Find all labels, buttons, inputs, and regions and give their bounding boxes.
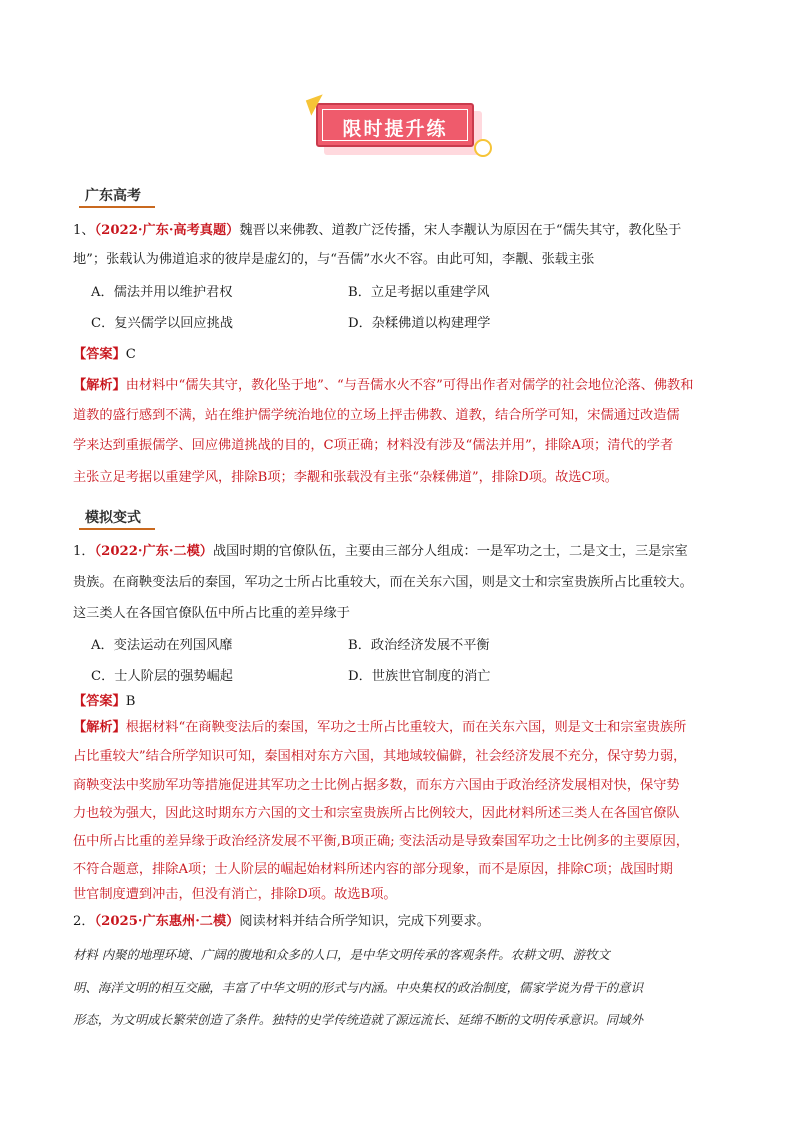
analysis-line-4: 主张立足考据以重建学风，排除B项；李觏和张载没有主张“杂糅佛道”，排除D项。故选C项。 [73, 470, 618, 485]
analysis-line-2: 道教的盛行感到不满，站在维护儒学统治地位的立场上抨击佛教、道教，结合所学可知，宋儒通过改造儒 [73, 408, 680, 423]
analysis-line-7: 世官制度遭到冲击，但没有消亡，排除D项。故选B项。 [73, 887, 397, 902]
question-3-line-1 [73, 910, 490, 934]
heading-underline [79, 206, 155, 208]
material-line-2: 明、海洋文明的相互交融，丰富了中华文明的形式与内涵。中央集权的政治制度，儒家学说为骨干的意识 [73, 980, 643, 995]
analysis-line-2: 占比重较大”结合所学知识可知，秦国相对东方六国，其地域较偏僻，社会经济发展不充分，保守势力弱， [73, 749, 687, 764]
analysis-text: 根据材料“在商鞅变法后的秦国，军功之士所占比重较大，而在关东六国，则是文士和宗室贵族所 [125, 720, 687, 735]
answer-tag: 【答案】 [73, 347, 126, 362]
section-heading-guangdong-exam [83, 185, 145, 205]
ring-decoration-icon [474, 139, 492, 157]
option-d: D．杂糅佛道以构建理学 [348, 316, 491, 331]
question-2-line-1 [73, 540, 688, 564]
section-banner [316, 103, 486, 157]
section-heading-mock-variants [83, 507, 145, 527]
question-number: 1、 [73, 223, 95, 238]
question-text: 魏晋以来佛教、道教广泛传播，宋人李觏认为原因在于“儒失其守，教化坠于 [239, 223, 682, 238]
section-heading-text: 模拟变式 [85, 510, 141, 526]
question-2-line-3: 这三类人在各国官僚队伍中所占比重的差异缘于 [73, 606, 350, 621]
analysis-line-4: 力也较为强大，因此这时期东方六国的文士和宗室贵族所占比例较大，因此材料所述三类人在各国官僚队 [73, 806, 680, 821]
question-source: （2022·广东·二模） [94, 544, 213, 559]
answer-line [73, 690, 135, 714]
option-a: A．儒法并用以维护君权 [91, 285, 233, 300]
answer-tag: 【答案】 [73, 694, 126, 709]
answer-line [73, 343, 136, 367]
question-number: 2． [73, 914, 95, 929]
answer-value: B [125, 694, 136, 709]
analysis-text: 由材料中“儒失其守，教化坠于地”、“与吾儒水火不容”可得出作者对儒学的社会地位沦落、佛教和 [125, 378, 694, 393]
material-line-3: 形态，为文明成长繁荣创造了条件。独特的史学传统造就了源远流长、延绵不断的文明传承意识。同域外 [73, 1012, 643, 1027]
material-line-1: 材料 内聚的地理环境、广阔的腹地和众多的人口，是中华文明传承的客观条件。农耕文明、游牧文 [73, 947, 610, 962]
analysis-line-1 [73, 716, 686, 740]
banner-title: 限时提升练 [342, 118, 448, 140]
analysis-line-3: 学来达到重振儒学、回应佛道挑战的目的，C项正确；材料没有涉及“儒法并用”，排除A项；清代的学者 [73, 438, 674, 453]
option-b: B．政治经济发展不平衡 [348, 638, 490, 653]
question-1-line-2: 地”；张载认为佛道追求的彼岸是虚幻的，与“吾儒”水火不容。由此可知，李觏、张载主张 [73, 252, 595, 267]
analysis-tag: 【解析】 [73, 720, 126, 735]
question-text: 阅读材料并结合所学知识，完成下列要求。 [239, 914, 490, 929]
analysis-line-1 [73, 374, 693, 398]
option-b: B．立足考据以重建学风 [348, 285, 490, 300]
question-number: 1． [73, 544, 95, 559]
heading-underline [79, 528, 155, 530]
section-heading-text: 广东高考 [85, 188, 141, 204]
banner-box [316, 103, 474, 147]
option-c: C．复兴儒学以回应挑战 [91, 316, 233, 331]
question-1-line-1 [73, 219, 681, 243]
analysis-line-3: 商鞅变法中奖励军功等措施促进其军功之士比例占据多数，而东方六国由于政治经济发展相对快，保守势 [73, 778, 680, 793]
analysis-tag: 【解析】 [73, 378, 126, 393]
analysis-line-6: 不符合题意，排除A项；士人阶层的崛起始材料所述内容的部分现象，而不是原因，排除C项；战国时期 [73, 862, 673, 877]
option-a: A．变法运动在列国风靡 [91, 638, 233, 653]
question-source: （2025·广东惠州·二模） [94, 914, 240, 929]
option-d: D．世族世官制度的消亡 [348, 669, 491, 684]
answer-value: C [125, 347, 136, 362]
analysis-line-5: 伍中所占比重的差异缘于政治经济发展不平衡,B项正确; 变法活动是导致秦国军功之士比例多的主要原因， [73, 834, 689, 849]
question-source: （2022·广东·高考真题） [94, 223, 240, 238]
question-2-line-2: 贵族。在商鞅变法后的秦国，军功之士所占比重较大，而在关东六国，则是文士和宗室贵族所占比重较大。 [73, 575, 693, 590]
option-c: C．士人阶层的强势崛起 [91, 669, 233, 684]
question-text: 战国时期的官僚队伍，主要由三部分人组成：一是军功之士，二是文士，三是宗室 [213, 544, 688, 559]
